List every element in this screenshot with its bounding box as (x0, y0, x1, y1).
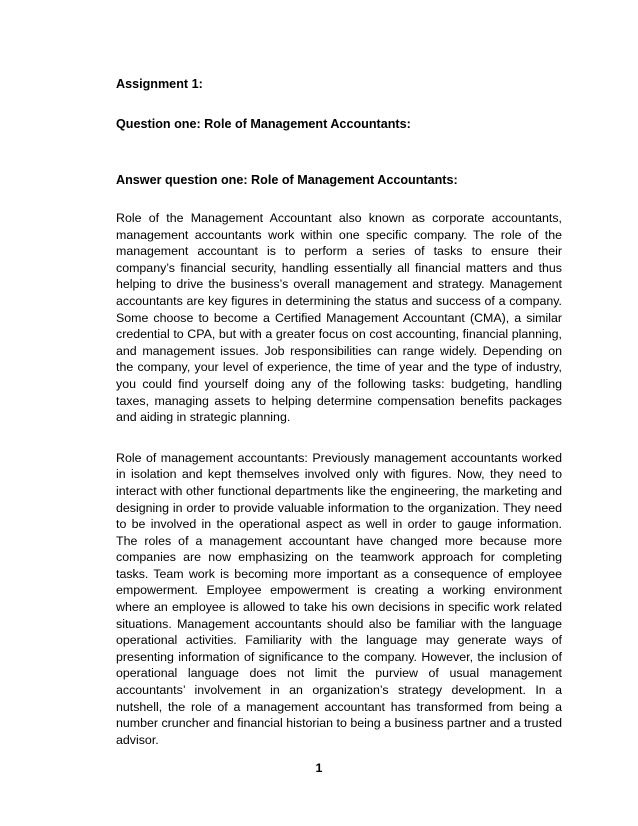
answer-heading: Answer question one: Role of Management Accountants: (116, 173, 458, 187)
page-number: 1 (315, 761, 323, 775)
assignment-title: Assignment 1: (116, 77, 203, 91)
paragraph-role-of-management-accountant: Role of the Management Accountant also known as corporate accountants, management accountants work within one specific company. The role of the management accountant is to perform a series of tasks to ensure their company’s financial security, handling essentially all financial matters and thus helping to drive the business’s overall management and strategy. Management accountants are key figures in determining the status and success of a company. Some choose to become a Certified Management Accountant (CMA), a similar credential to CPA, but with a greater focus on cost accounting, financial planning, and management issues. Job responsibilities can range widely. Depending on the company, your level of experience, the time of year and the type of industry, you could find yourself doing any of the following tasks: budgeting, handling taxes, managing assets to helping determine compensation benefits packages and aiding in strategic planning. (116, 211, 562, 425)
document-body (116, 76, 562, 748)
paragraph-role-of-management-accountants: Role of management accountants: Previously management accountants worked in isolation and kept themselves involved only with figures. Now, they need to interact with other functional departments like the engineering, the marketing and designing in order to provide valuable information to the organization. They need to be involved in the operational aspect as well in order to gauge information. The roles of a management accountant have changed more because more companies are now emphasizing on the teamwork approach for completing tasks. Team work is becoming more important as a consequence of employee empowerment. Employee empowerment is creating a working environment where an employee is allowed to take his own decisions in specific work related situations. Management accountants should also be familiar with the language operational activities. Familiarity with the language may generate ways of presenting information of significance to the company. However, the inclusion of operational language does not limit the purview of usual management accountants’ involvement in an organization’s strategy development. In a nutshell, the role of a management accountant has transformed from being a number cruncher and financial historian to being a business partner and a trusted advisor. (116, 450, 562, 747)
question-heading: Question one: Role of Management Accountants: (116, 117, 411, 131)
